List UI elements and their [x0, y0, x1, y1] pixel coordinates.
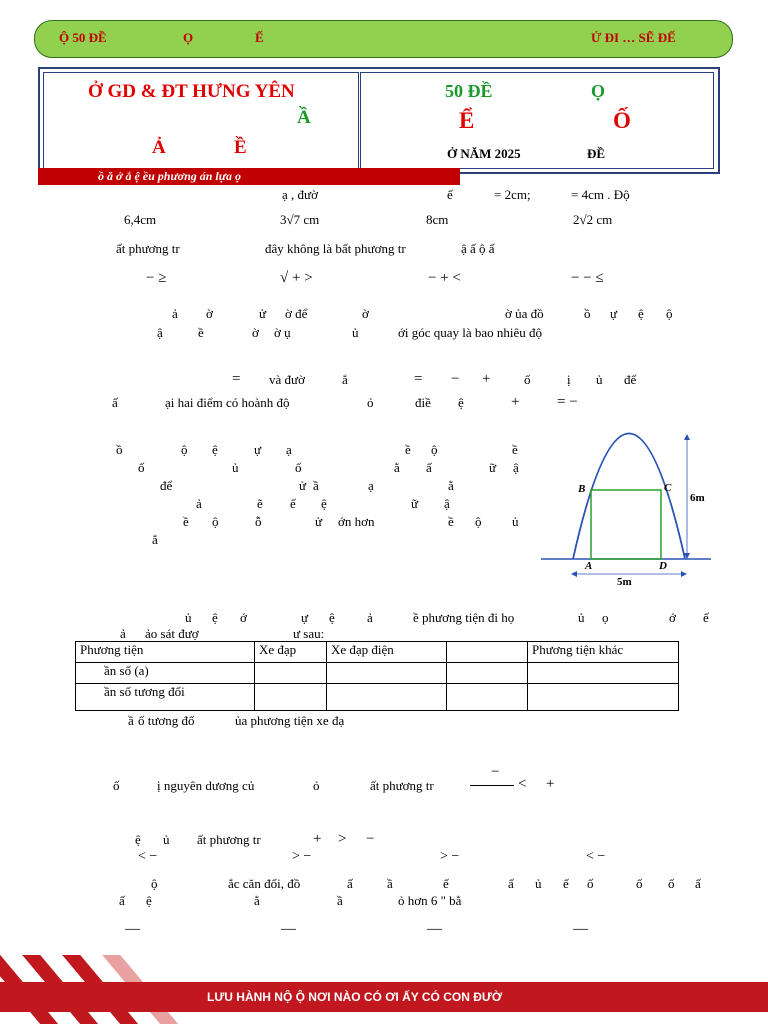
q5-fragment: ộ: [431, 442, 438, 457]
footer-text: LƯU HÀNH NỘ Ộ NƠI NÀO CÓ ƠI ẤY CÓ CON ĐƯỜ: [207, 990, 503, 1004]
q5-fragment: ạ: [286, 442, 292, 457]
table-cell: [327, 684, 447, 711]
q7-fragment: ố: [113, 778, 120, 793]
q5-fragment: ế: [290, 496, 296, 511]
q2-option-c: − + <: [428, 270, 461, 286]
table-cell: ần số (a): [76, 663, 255, 684]
table-header-cell: Phương tiện khác: [528, 642, 679, 663]
q5-fragment: ử: [299, 478, 307, 493]
parabola-arch-figure: [537, 428, 715, 586]
q7-expr: +: [546, 776, 555, 792]
height-label: 6m: [690, 492, 705, 504]
q3-fragment: ờ ụ: [274, 325, 291, 340]
section-heading-text: ồ ă ở ắ ệ ều phương án lựa ọ: [98, 169, 241, 183]
banner-mid-text-1: Ọ: [183, 30, 194, 45]
q5-fragment: ắ: [152, 532, 158, 547]
banner-mid-text-2: Ế: [255, 30, 264, 45]
q3-fragment: ộ: [666, 306, 673, 321]
q4-fragment: −: [451, 371, 460, 387]
q5-fragment: ả: [196, 496, 202, 511]
q9-fragment: ầ: [387, 876, 393, 891]
q6-fragment: ủ: [185, 610, 192, 625]
q1-text-b: ế: [447, 187, 453, 202]
q9-option-a: —: [125, 921, 140, 937]
header-left-panel: [43, 72, 359, 169]
q5-fragment: ầ: [313, 478, 319, 493]
q9-fragment: ố: [668, 876, 675, 891]
q5-fragment: ộ: [475, 514, 482, 529]
q5-fragment: ề: [448, 514, 454, 529]
q6-fragment: ọ: [602, 610, 609, 625]
q6-fragment: ủ: [578, 610, 585, 625]
q9-fragment: ệ: [146, 893, 152, 908]
q5-fragment: ạ: [368, 478, 374, 493]
q5-fragment: ử: [315, 514, 323, 529]
table-header-row: [76, 642, 679, 663]
q9-option-c: —: [427, 921, 442, 937]
q5-fragment: ữ: [489, 460, 497, 475]
q4-fragment: =: [232, 371, 241, 387]
q4-fragment: ệ: [458, 395, 464, 410]
q5-fragment: ộ: [212, 514, 219, 529]
q2-text-c: ậ ấ ộ ấ: [461, 241, 495, 256]
q4-fragment: ủ: [596, 372, 603, 387]
label-a: A: [585, 560, 593, 572]
width-arrow-head-left: [571, 571, 577, 577]
q1-text-d: = 4cm . Độ: [571, 187, 630, 202]
table-header-cell: Xe đạp: [255, 642, 327, 663]
q8-fragment: ệ: [135, 832, 141, 847]
q6-fragment: ệ: [212, 610, 218, 625]
banner-left-text: Ộ 50 ĐỀ: [59, 30, 107, 45]
q4-fragment: ại hai điểm có hoành độ: [165, 395, 290, 410]
q3-fragment: ới góc quay là bao nhiêu độ: [398, 325, 543, 340]
q5-fragment: ự: [254, 442, 262, 457]
height-arrow-head-top: [684, 434, 690, 440]
q3-fragment: ờ: [206, 306, 213, 321]
q5-fragment: ề: [512, 442, 518, 457]
q5-fragment: ữ: [411, 496, 419, 511]
q3-fragment: ậ: [157, 325, 163, 340]
q9-fragment: ế: [443, 876, 449, 891]
q5-fragment: ệ: [321, 496, 327, 511]
label-b: B: [578, 483, 586, 495]
transport-survey-table: [75, 641, 679, 711]
q8-fragment: >: [338, 831, 347, 847]
q4-fragment: để: [624, 372, 637, 387]
q3-fragment: ự: [610, 306, 618, 321]
parabola-curve: [573, 434, 685, 560]
q9-option-b: —: [281, 921, 296, 937]
table-row: [76, 684, 679, 711]
q3-fragment: ủ: [352, 325, 359, 340]
q2-text-a: ất phương tr: [116, 241, 180, 256]
table-cell: [255, 684, 327, 711]
q5-fragment: ớn hơn: [338, 514, 375, 529]
q3-fragment: ả: [172, 306, 178, 321]
table-header-cell: Xe đạp điện: [327, 642, 447, 663]
header-right-line1b: Ọ: [591, 81, 606, 101]
q5-fragment: ỗ: [255, 514, 262, 529]
table-cell: ần số tương đối: [76, 684, 255, 711]
width-arrow-head-right: [681, 571, 687, 577]
q5-fragment: ồ: [116, 442, 123, 457]
header-left-line3a: Ả: [152, 137, 166, 158]
q4-fragment: ố: [524, 372, 531, 387]
q5-fragment: ằ: [448, 478, 454, 493]
q9-fragment: ấ: [695, 876, 701, 891]
section-heading-bar: [38, 168, 460, 185]
q6-fragment: ề phương tiện đi họ: [413, 610, 515, 625]
q2-option-a: − ≥: [146, 270, 167, 286]
q9-fragment: ố: [587, 876, 594, 891]
q4-fragment: ẳ: [342, 372, 348, 387]
q2-option-d: − − ≤: [571, 270, 604, 286]
q7-fragment: ỏ: [313, 778, 320, 793]
q3-fragment: ử: [259, 306, 267, 321]
q5-fragment: ố: [295, 460, 302, 475]
q2-option-b: √ + >: [280, 270, 313, 286]
exam-year: Ở NĂM 2025: [447, 146, 521, 161]
q5-fragment: ề: [405, 442, 411, 457]
q6-fragment: ớ: [240, 610, 247, 625]
width-label: 5m: [617, 576, 632, 586]
q1-option-b: 3√7 cm: [280, 212, 320, 227]
q5-fragment: ủ: [512, 514, 519, 529]
q3-fragment: ệ: [638, 306, 644, 321]
q6-after-fragment: ầ: [128, 713, 134, 728]
header-right-line2b: Ố: [613, 108, 631, 133]
q7-expr: <: [518, 776, 527, 792]
q7-fraction-bar: [470, 785, 514, 786]
q5-fragment: ủ: [232, 460, 239, 475]
exam-set-title: 50 ĐỀ: [445, 81, 493, 101]
q7-fragment: ị nguyên dương củ: [157, 778, 255, 793]
q8-option-b: > −: [292, 849, 312, 864]
q3-fragment: ồ: [584, 306, 591, 321]
top-banner: [34, 20, 733, 58]
q9-fragment: ố: [636, 876, 643, 891]
q9-fragment: ủ: [535, 876, 542, 891]
q6-fragment: ư sau:: [293, 626, 325, 641]
q2-text-b: đây không là bất phương tr: [265, 241, 406, 256]
label-c: C: [664, 482, 672, 494]
table-cell: [447, 663, 528, 684]
q4-fragment: và đườ: [269, 372, 305, 387]
q4-fragment: điề: [415, 395, 431, 410]
banner-right-text: Ử ĐI … SẼ ĐẾ: [591, 30, 676, 45]
table-cell: [327, 663, 447, 684]
header-right-panel: [360, 72, 714, 169]
table-cell: [528, 684, 679, 711]
q4-fragment: = −: [557, 394, 578, 410]
q1-text-c: = 2cm;: [494, 187, 531, 202]
department-title: Ở GD & ĐT HƯNG YÊN: [88, 81, 295, 102]
q8-fragment: −: [366, 831, 375, 847]
q1-option-d: 2√2 cm: [573, 212, 613, 227]
inscribed-rectangle: [591, 490, 661, 559]
q9-fragment: ấ: [508, 876, 514, 891]
q8-option-a: < −: [138, 849, 158, 864]
q9-fragment: ầ: [337, 893, 343, 908]
q9-fragment: ỏ hơn 6 " bằ: [398, 893, 462, 908]
header-left-line2: Ầ: [297, 107, 311, 128]
q9-fragment: ộ: [151, 876, 158, 891]
table-cell: [528, 663, 679, 684]
q1-option-a: 6,4cm: [124, 212, 157, 227]
q9-fragment: ấ: [347, 876, 353, 891]
q3-fragment: ề: [198, 325, 204, 340]
q5-fragment: ề: [183, 514, 189, 529]
q6-after-fragment: ủa phương tiện xe đạ: [235, 713, 345, 728]
q6-fragment: ệ: [329, 610, 335, 625]
header-box: [38, 67, 720, 174]
q5-fragment: ẽ: [257, 496, 263, 511]
q3-fragment: ờ ủa đồ: [505, 306, 544, 321]
q9-fragment: ắc căn đối, đồ: [228, 876, 301, 891]
q6-fragment: ự: [301, 610, 309, 625]
q5-fragment: ộ: [181, 442, 188, 457]
q6-fragment: ớ: [669, 610, 676, 625]
q7-expr: −: [491, 764, 500, 780]
header-left-line3b: Ề: [234, 137, 247, 158]
q8-fragment: ủ: [163, 832, 170, 847]
q7-fragment: ất phương tr: [370, 778, 434, 793]
q5-fragment: ằ: [394, 460, 400, 475]
q9-fragment: ấ: [119, 893, 125, 908]
label-d: D: [659, 560, 667, 572]
table-cell: [255, 663, 327, 684]
exam-number-label: ĐỀ: [587, 146, 606, 161]
q8-option-d: < −: [586, 849, 606, 864]
q6-fragment: ảo sát đượ: [145, 626, 199, 641]
q4-fragment: +: [511, 394, 520, 410]
q6-fragment: ả: [367, 610, 373, 625]
q3-fragment: ờ để: [285, 306, 308, 321]
table-header-cell: [447, 642, 528, 663]
q4-fragment: ấ: [112, 395, 118, 410]
q4-fragment: =: [414, 371, 423, 387]
q8-fragment: +: [313, 831, 322, 847]
q5-fragment: ệ: [212, 442, 218, 457]
q1-option-c: 8cm: [426, 212, 449, 227]
q4-fragment: +: [482, 371, 491, 387]
q5-fragment: ố: [138, 460, 145, 475]
q6-fragment: ế: [703, 610, 709, 625]
q5-fragment: ậ: [513, 460, 519, 475]
q5-fragment: ậ: [444, 496, 450, 511]
table-cell: [447, 684, 528, 711]
footer-bar: [0, 982, 768, 1012]
table-header-cell: Phương tiện: [76, 642, 255, 663]
q9-option-d: —: [573, 921, 588, 937]
table-row: [76, 663, 679, 684]
q5-fragment: để: [160, 478, 173, 493]
q6-after-fragment: ố tương đố: [138, 713, 195, 728]
q4-fragment: ỏ: [367, 395, 374, 410]
q6-fragment: ả: [120, 626, 126, 641]
q8-option-c: > −: [440, 849, 460, 864]
q9-fragment: ằ: [254, 893, 260, 908]
q8-fragment: ất phương tr: [197, 832, 261, 847]
q9-fragment: ế: [563, 876, 569, 891]
q3-fragment: ờ: [362, 306, 369, 321]
q3-fragment: ờ: [252, 325, 259, 340]
header-right-line2a: Ể: [459, 108, 475, 133]
q1-text-a: ạ , đườ: [282, 187, 318, 202]
q5-fragment: ấ: [426, 460, 432, 475]
q4-fragment: ị: [567, 372, 571, 387]
